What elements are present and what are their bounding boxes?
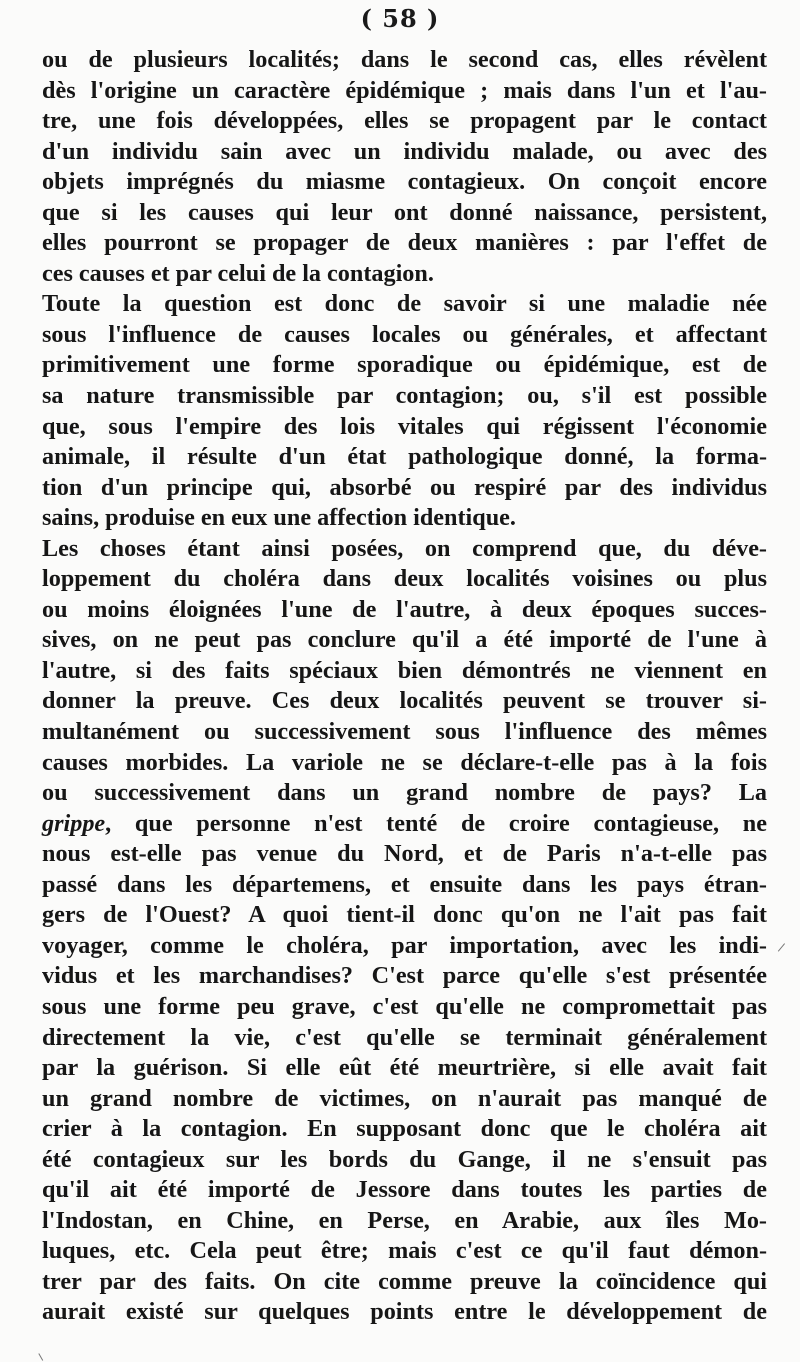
text-line: que si les causes qui leur ont donné naissance, persistent, — [42, 198, 767, 226]
paragraph — [42, 45, 767, 289]
text-line: sa nature transmissible par contagion; ou, s'il est possible — [42, 382, 767, 410]
text-line: sous une forme peu grave, c'est qu'elle ne compromettait pas — [42, 992, 767, 1020]
text-line: multanément ou successivement sous l'influence des mêmes — [42, 718, 767, 746]
paragraph — [42, 289, 767, 533]
text-line: crier à la contagion. En supposant donc que le choléra ait — [42, 1115, 767, 1143]
text-line: par la guérison. Si elle eût été meurtrière, si elle avait fait — [42, 1054, 767, 1082]
text-line: que, sous l'empire des lois vitales qui régissent l'économie — [42, 412, 767, 440]
text-line: ou moins éloignées l'une de l'autre, à deux époques succes- — [42, 595, 767, 623]
text-line: luques, etc. Cela peut être; mais c'est ce qu'il faut démon- — [42, 1237, 767, 1265]
text-line: objets imprégnés du miasme contagieux. On conçoit encore — [42, 168, 767, 196]
text-line: Toute la question est donc de savoir si une maladie née — [42, 290, 767, 318]
text-line: vidus et les marchandises? C'est parce qu'elle s'est présentée — [42, 962, 767, 990]
text-line: été contagieux sur les bords du Gange, il ne s'ensuit pas — [42, 1145, 767, 1173]
text-line: ces causes et par celui de la contagion. — [42, 259, 434, 287]
text-line: tion d'un principe qui, absorbé ou respiré par des individus — [42, 473, 767, 501]
text-line: loppement du choléra dans deux localités voisines ou plus — [42, 565, 767, 593]
text-line: animale, il résulte d'un état pathologique donné, la forma- — [42, 443, 767, 471]
text-line: l'autre, si des faits spéciaux bien démontrés ne viennent en — [42, 656, 767, 684]
text-line: ou successivement dans un grand nombre de pays? La — [42, 779, 767, 807]
text-line: passé dans les départemens, et ensuite dans les pays étran- — [42, 870, 767, 898]
text-line: dès l'origine un caractère épidémique ; mais dans l'un et l'au- — [42, 76, 767, 104]
text-line: d'un individu sain avec un individu malade, ou avec des — [42, 137, 767, 165]
margin-mark — [778, 943, 791, 956]
text-line: trer par des faits. On cite comme preuve la coïncidence qui — [42, 1267, 767, 1295]
text-line: sives, on ne peut pas conclure qu'il a été importé de l'une à — [42, 626, 767, 654]
text-line: donner la preuve. Ces deux localités peuvent se trouver si- — [42, 687, 767, 715]
text-line: un grand nombre de victimes, on n'aurait pas manqué de — [42, 1084, 767, 1112]
text-line: sains, produise en eux une affection identique. — [42, 504, 516, 532]
text-line: voyager, comme le choléra, par importation, avec les indi- — [42, 931, 767, 959]
text-line: primitivement une forme sporadique ou épidémique, est de — [42, 351, 767, 379]
text-line: qu'il ait été importé de Jessore dans toutes les parties de — [42, 1176, 767, 1204]
text-line: l'Indostan, en Chine, en Perse, en Arabie, aux îles Mo- — [42, 1206, 767, 1234]
text-line: nous est-elle pas venue du Nord, et de Paris n'a-t-elle pas — [42, 840, 767, 868]
text-line: causes morbides. La variole ne se déclare-t-elle pas à la fois — [42, 748, 767, 776]
text-line: tre, une fois développées, elles se propagent par le contact — [42, 107, 767, 135]
text-line: elles pourront se propager de deux manières : par l'effet de — [42, 229, 767, 257]
text-line: grippe, que personne n'est tenté de croire contagieuse, ne — [42, 809, 767, 837]
corner-mark — [38, 1351, 46, 1360]
body-text — [42, 45, 767, 1328]
page-number: ( 58 ) — [360, 4, 440, 33]
text-line: Les choses étant ainsi posées, on comprend que, du déve- — [42, 534, 767, 562]
paragraph — [42, 534, 767, 1328]
text-line: gers de l'Ouest? A quoi tient-il donc qu'on ne l'ait pas fait — [42, 901, 767, 929]
text-line: directement la vie, c'est qu'elle se terminait généralement — [42, 1023, 767, 1051]
text-line: ou de plusieurs localités; dans le second cas, elles révèlent — [42, 46, 767, 73]
text-line: sous l'influence de causes locales ou générales, et affectant — [42, 320, 767, 348]
text-line: aurait existé sur quelques points entre le développement de — [42, 1298, 767, 1326]
